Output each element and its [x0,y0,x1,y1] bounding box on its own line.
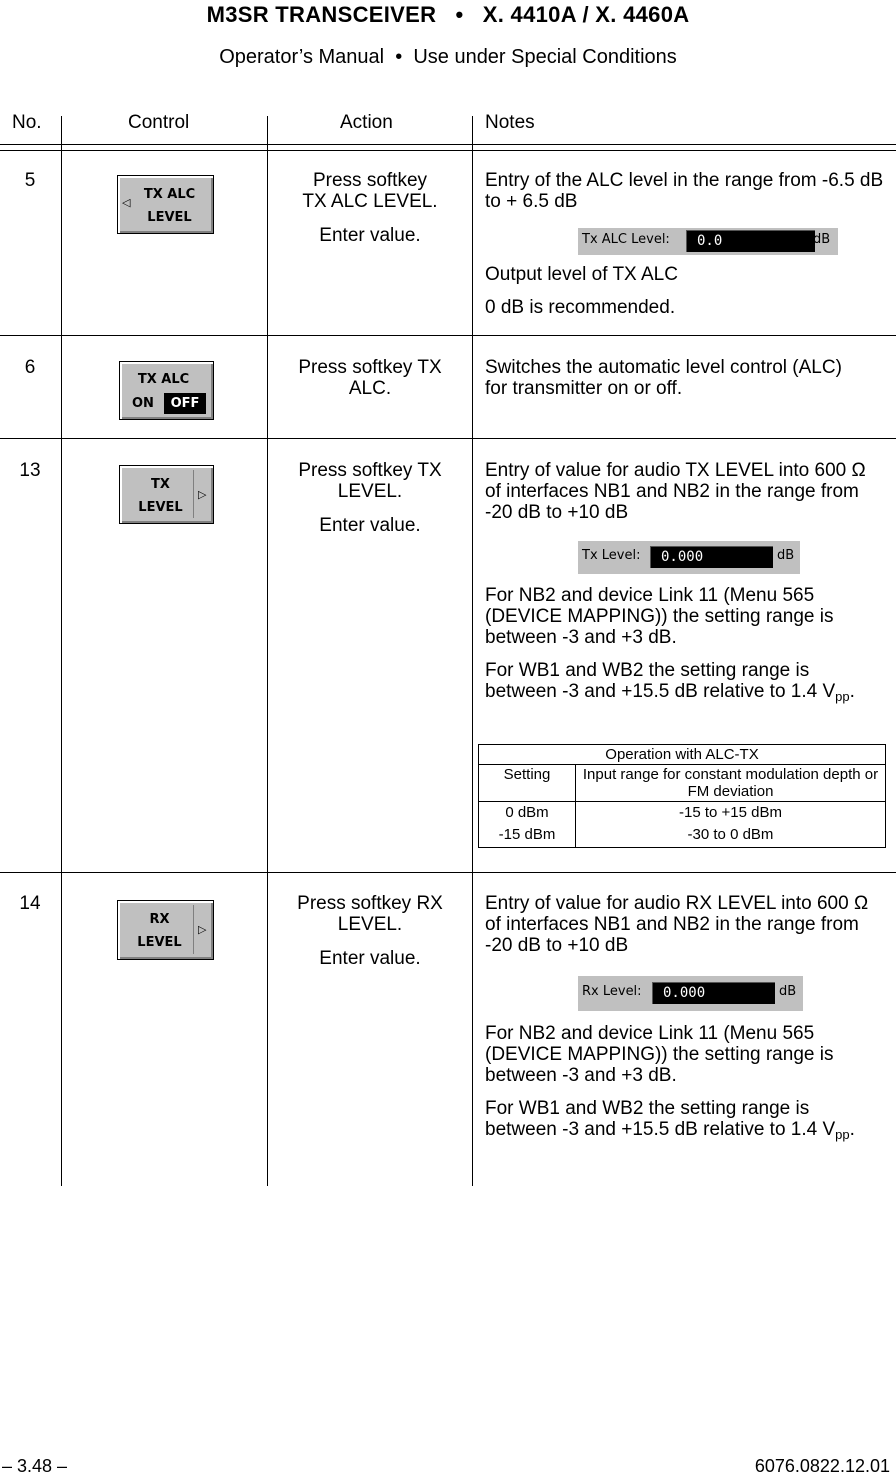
field-unit: dB [779,984,797,999]
table-row: -15 dBm -30 to 0 dBm [479,822,886,848]
column-header-control: Control [128,112,190,133]
action-text: Press softkey TX LEVEL. Enter value. [298,460,442,536]
softkey-tx-alc-toggle[interactable] [119,361,214,420]
column-divider [267,116,268,1186]
tx-alc-level-field[interactable] [578,228,838,255]
tx-level-field[interactable] [578,541,800,574]
field-value[interactable]: 0.0 [686,230,815,252]
softkey-label: LEVEL [147,210,192,225]
field-value[interactable]: 0.000 [652,982,775,1004]
column-header-notes: Notes [485,112,535,133]
toggle-off-label: OFF [164,393,206,414]
document-title: M3SR TRANSCEIVER • X. 4410A / X. 4460A [206,2,690,27]
action-text: Press softkey TX ALC. [298,357,442,399]
alc-tx-operation-table [478,744,886,848]
notes-text: Entry of value for audio TX LEVEL into 600 Ω of interfaces NB1 and NB2 in the range from -20 dB to +10 dB [485,460,866,523]
softkey-rx-level[interactable] [117,900,214,960]
column-divider [472,116,473,1186]
arrow-right-icon: ▷ [198,488,207,501]
rx-level-field[interactable] [578,976,803,1011]
field-label: Rx Level: [582,984,642,999]
table-caption: Operation with ALC-TX [479,745,886,765]
notes-text: For NB2 and device Link 11 (Menu 565 (DEVICE MAPPING)) the setting range is between -3 and +3 dB. For WB1 and WB2 the setting range is between -3 and +15.5 dB relative to 1.4 $V_{pp}$. [485,585,855,704]
table-header: Input range for constant modulation depth or FM deviation [576,765,886,802]
softkey-label: TX ALC [137,372,190,387]
softkey-label: TX ALC [143,187,196,202]
softkey-label: LEVEL [138,500,183,515]
row-number: 5 [24,170,36,191]
field-label: Tx ALC Level: [582,232,670,247]
softkey-tx-alc-level[interactable] [117,175,214,234]
softkey-label: LEVEL [137,935,182,950]
page-number: – 3.48 – [2,1456,68,1476]
table-header: Setting [479,765,576,802]
notes-text: Entry of value for audio RX LEVEL into 600 Ω of interfaces NB1 and NB2 in the range from -20 dB to +10 dB [485,893,869,956]
notes-text: For NB2 and device Link 11 (Menu 565 (DEVICE MAPPING)) the setting range is between -3 and +3 dB. For WB1 and WB2 the setting range is between -3 and +15.5 dB relative to 1.4 $V_{pp}$. [485,1023,855,1142]
row-divider [0,335,896,336]
arrow-left-icon: ◁ [122,196,131,209]
toggle-on-label: ON [132,396,154,411]
action-text: Press softkey RX LEVEL. Enter value. [297,893,443,969]
row-divider [0,872,896,873]
softkey-tx-level[interactable] [119,465,214,524]
notes-text: Output level of TX ALC 0 dB is recommended. [485,264,678,318]
softkey-label: RX [149,912,170,927]
row-number: 13 [19,460,41,481]
field-value[interactable]: 0.000 [650,546,773,568]
column-divider [61,116,62,1186]
action-text: Press softkey TX ALC LEVEL. Enter value. [302,170,438,246]
arrow-right-icon: ▷ [198,923,207,936]
notes-text: Switches the automatic level control (ALC) for transmitter on or off. [485,357,842,399]
softkey-separator [193,905,194,954]
table-row: 0 dBm -15 to +15 dBm [479,802,886,823]
document-subtitle: Operator’s Manual • Use under Special Conditions [219,46,677,68]
row-divider [0,438,896,439]
field-unit: dB [813,232,831,247]
field-label: Tx Level: [582,548,641,563]
document-number: 6076.0822.12.01 [754,1456,890,1476]
header-rule-top [0,144,896,145]
column-header-action: Action [340,112,393,133]
header-rule-bottom [0,150,896,151]
column-header-no: No. [12,112,42,133]
field-unit: dB [777,548,795,563]
softkey-label: TX [151,477,170,492]
row-number: 6 [24,357,36,378]
softkey-separator [193,470,194,518]
notes-text: Entry of the ALC level in the range from -6.5 dB to + 6.5 dB [485,170,884,212]
row-number: 14 [19,893,41,914]
